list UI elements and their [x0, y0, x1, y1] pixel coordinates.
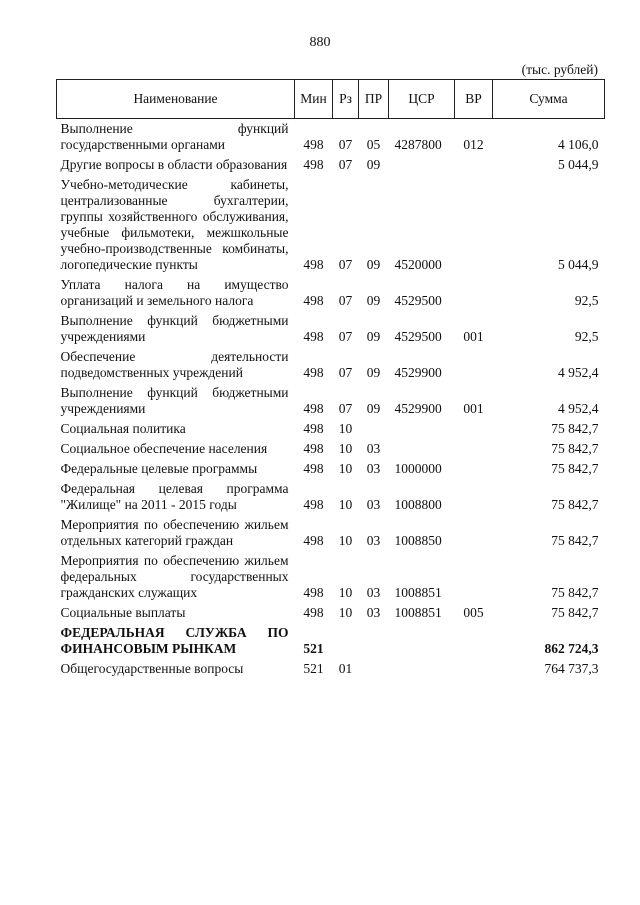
- cell-min: 498: [303, 421, 324, 436]
- cell-rz: 10: [338, 497, 353, 512]
- cell-csr: [389, 439, 455, 459]
- cell-csr: 4529500: [394, 293, 442, 308]
- cell-name: Выполнение функций бюджетными учреждениями: [60, 385, 289, 416]
- cell-csr: 4287800: [394, 137, 442, 152]
- cell-pr: 03: [366, 461, 381, 476]
- cell-csr: 1008800: [394, 497, 442, 512]
- cell-csr: 1000000: [394, 461, 442, 476]
- cell-csr: 1008851: [394, 605, 442, 620]
- cell-pr: 09: [366, 401, 381, 416]
- cell-vr: 012: [463, 137, 484, 152]
- cell-pr: 03: [366, 605, 381, 620]
- cell-rz: 07: [338, 157, 353, 172]
- header-min: Мин: [295, 80, 333, 119]
- cell-min: 498: [303, 365, 324, 380]
- cell-sum: 75 842,7: [551, 585, 599, 600]
- table-row: [57, 347, 605, 383]
- cell-rz: 07: [338, 401, 353, 416]
- cell-vr: [455, 347, 493, 383]
- cell-csr: 4529900: [394, 365, 442, 380]
- cell-min: 498: [303, 461, 324, 476]
- cell-min: 498: [303, 533, 324, 548]
- cell-rz: 10: [338, 585, 353, 600]
- cell-sum: 5 044,9: [558, 257, 599, 272]
- cell-csr: 4529900: [394, 401, 442, 416]
- table-row: [57, 119, 605, 156]
- cell-name: Учебно-методические кабинеты, централизованные бухгалтерии, группы хозяйственного обслуживания, учебные фильмотеки, межшкольные учебно-производственные комбинаты, логопедические пункты: [60, 177, 289, 272]
- cell-vr: [455, 551, 493, 603]
- cell-sum: 75 842,7: [551, 497, 599, 512]
- table-body: [57, 119, 605, 680]
- header-rz: Рз: [333, 80, 359, 119]
- cell-rz: 07: [338, 137, 353, 152]
- budget-table: [56, 79, 605, 679]
- cell-pr: [359, 659, 389, 679]
- cell-rz: 07: [338, 293, 353, 308]
- cell-csr: 1008851: [394, 585, 442, 600]
- cell-vr: [455, 175, 493, 275]
- cell-rz: 10: [338, 533, 353, 548]
- header-csr: ЦСР: [389, 80, 455, 119]
- cell-pr: 09: [366, 157, 381, 172]
- cell-rz: 07: [338, 257, 353, 272]
- header-sum: Сумма: [493, 80, 605, 119]
- cell-name: Социальная политика: [60, 421, 186, 436]
- cell-vr: [455, 275, 493, 311]
- cell-csr: [389, 623, 455, 659]
- cell-vr: [455, 459, 493, 479]
- cell-name: Другие вопросы в области образования: [60, 157, 288, 172]
- table-row: [57, 551, 605, 603]
- cell-vr: 005: [463, 605, 484, 620]
- cell-csr: [389, 155, 455, 175]
- cell-name: Мероприятия по обеспечению жильем федеральных государственных гражданских служащих: [60, 553, 289, 600]
- cell-sum: 75 842,7: [551, 421, 599, 436]
- cell-vr: 001: [463, 401, 484, 416]
- cell-min: 498: [303, 257, 324, 272]
- cell-vr: [455, 419, 493, 439]
- cell-rz: 01: [338, 661, 353, 676]
- header-vr: ВР: [455, 80, 493, 119]
- page-number: 880: [309, 35, 331, 50]
- cell-name: Уплата налога на имущество организаций и земельного налога: [60, 277, 289, 308]
- cell-rz: 10: [338, 461, 353, 476]
- cell-csr: 4520000: [394, 257, 442, 272]
- cell-pr: [359, 623, 389, 659]
- table-row: [57, 175, 605, 275]
- header-pr: ПР: [359, 80, 389, 119]
- table-row: [57, 479, 605, 515]
- cell-pr: 09: [366, 257, 381, 272]
- cell-min: 498: [303, 441, 324, 456]
- cell-pr: [359, 419, 389, 439]
- cell-sum: 92,5: [574, 329, 599, 344]
- units-label: (тыс. рублей): [521, 62, 598, 77]
- cell-rz: 07: [338, 329, 353, 344]
- table-row: [57, 659, 605, 679]
- cell-name: ФЕДЕРАЛЬНАЯ СЛУЖБА ПО ФИНАНСОВЫМ РЫНКАМ: [60, 625, 289, 656]
- cell-name: Социальные выплаты: [60, 605, 186, 620]
- cell-csr: 4529500: [394, 329, 442, 344]
- cell-vr: [455, 479, 493, 515]
- cell-rz: [333, 623, 359, 659]
- cell-name: Общегосударственные вопросы: [60, 661, 244, 676]
- cell-name: Федеральная целевая программа "Жилище" на 2011 - 2015 годы: [60, 481, 289, 512]
- cell-name: Мероприятия по обеспечению жильем отдельных категорий граждан: [60, 517, 289, 548]
- cell-sum: 5 044,9: [558, 157, 599, 172]
- cell-min: 498: [303, 157, 324, 172]
- cell-vr: [455, 155, 493, 175]
- cell-pr: 09: [366, 329, 381, 344]
- cell-name: Социальное обеспечение населения: [60, 441, 268, 456]
- cell-pr: 03: [366, 533, 381, 548]
- cell-sum: 862 724,3: [544, 641, 599, 656]
- table-row: [57, 623, 605, 659]
- table-row: [57, 383, 605, 419]
- cell-name: Выполнение функций государственными органами: [60, 121, 289, 152]
- cell-min: 498: [303, 585, 324, 600]
- cell-min: 498: [303, 497, 324, 512]
- cell-vr: [455, 623, 493, 659]
- cell-rz: 10: [338, 605, 353, 620]
- cell-vr: 001: [463, 329, 484, 344]
- cell-name: Обеспечение деятельности подведомственных учреждений: [60, 349, 289, 380]
- table-row: [57, 419, 605, 439]
- cell-sum: 4 952,4: [558, 401, 599, 416]
- table-row: [57, 311, 605, 347]
- cell-csr: [389, 659, 455, 679]
- table-row: [57, 155, 605, 175]
- cell-sum: 75 842,7: [551, 533, 599, 548]
- table-row: [57, 603, 605, 623]
- cell-sum: 75 842,7: [551, 441, 599, 456]
- cell-pr: 09: [366, 365, 381, 380]
- cell-sum: 92,5: [574, 293, 599, 308]
- cell-min: 498: [303, 605, 324, 620]
- cell-pr: 03: [366, 497, 381, 512]
- cell-min: 498: [303, 401, 324, 416]
- cell-sum: 764 737,3: [544, 661, 599, 676]
- cell-vr: [455, 515, 493, 551]
- table-row: [57, 439, 605, 459]
- table-row: [57, 515, 605, 551]
- cell-csr: [389, 419, 455, 439]
- cell-csr: 1008850: [394, 533, 442, 548]
- cell-min: 521: [303, 661, 324, 676]
- cell-name: Выполнение функций бюджетными учреждениями: [60, 313, 289, 344]
- cell-sum: 4 952,4: [558, 365, 599, 380]
- cell-rz: 10: [338, 441, 353, 456]
- cell-sum: 4 106,0: [558, 137, 599, 152]
- cell-min: 498: [303, 137, 324, 152]
- cell-pr: 05: [366, 137, 381, 152]
- table-row: [57, 459, 605, 479]
- cell-rz: 10: [338, 421, 353, 436]
- cell-sum: 75 842,7: [551, 605, 599, 620]
- cell-min: 498: [303, 329, 324, 344]
- cell-sum: 75 842,7: [551, 461, 599, 476]
- cell-pr: 09: [366, 293, 381, 308]
- cell-rz: 07: [338, 365, 353, 380]
- cell-vr: [455, 659, 493, 679]
- table-row: [57, 275, 605, 311]
- cell-name: Федеральные целевые программы: [60, 461, 258, 476]
- cell-min: 498: [303, 293, 324, 308]
- cell-pr: 03: [366, 441, 381, 456]
- cell-vr: [455, 439, 493, 459]
- cell-pr: 03: [366, 585, 381, 600]
- header-name: Наименование: [57, 80, 295, 119]
- cell-min: 521: [303, 641, 324, 656]
- table-header-row: [57, 80, 605, 119]
